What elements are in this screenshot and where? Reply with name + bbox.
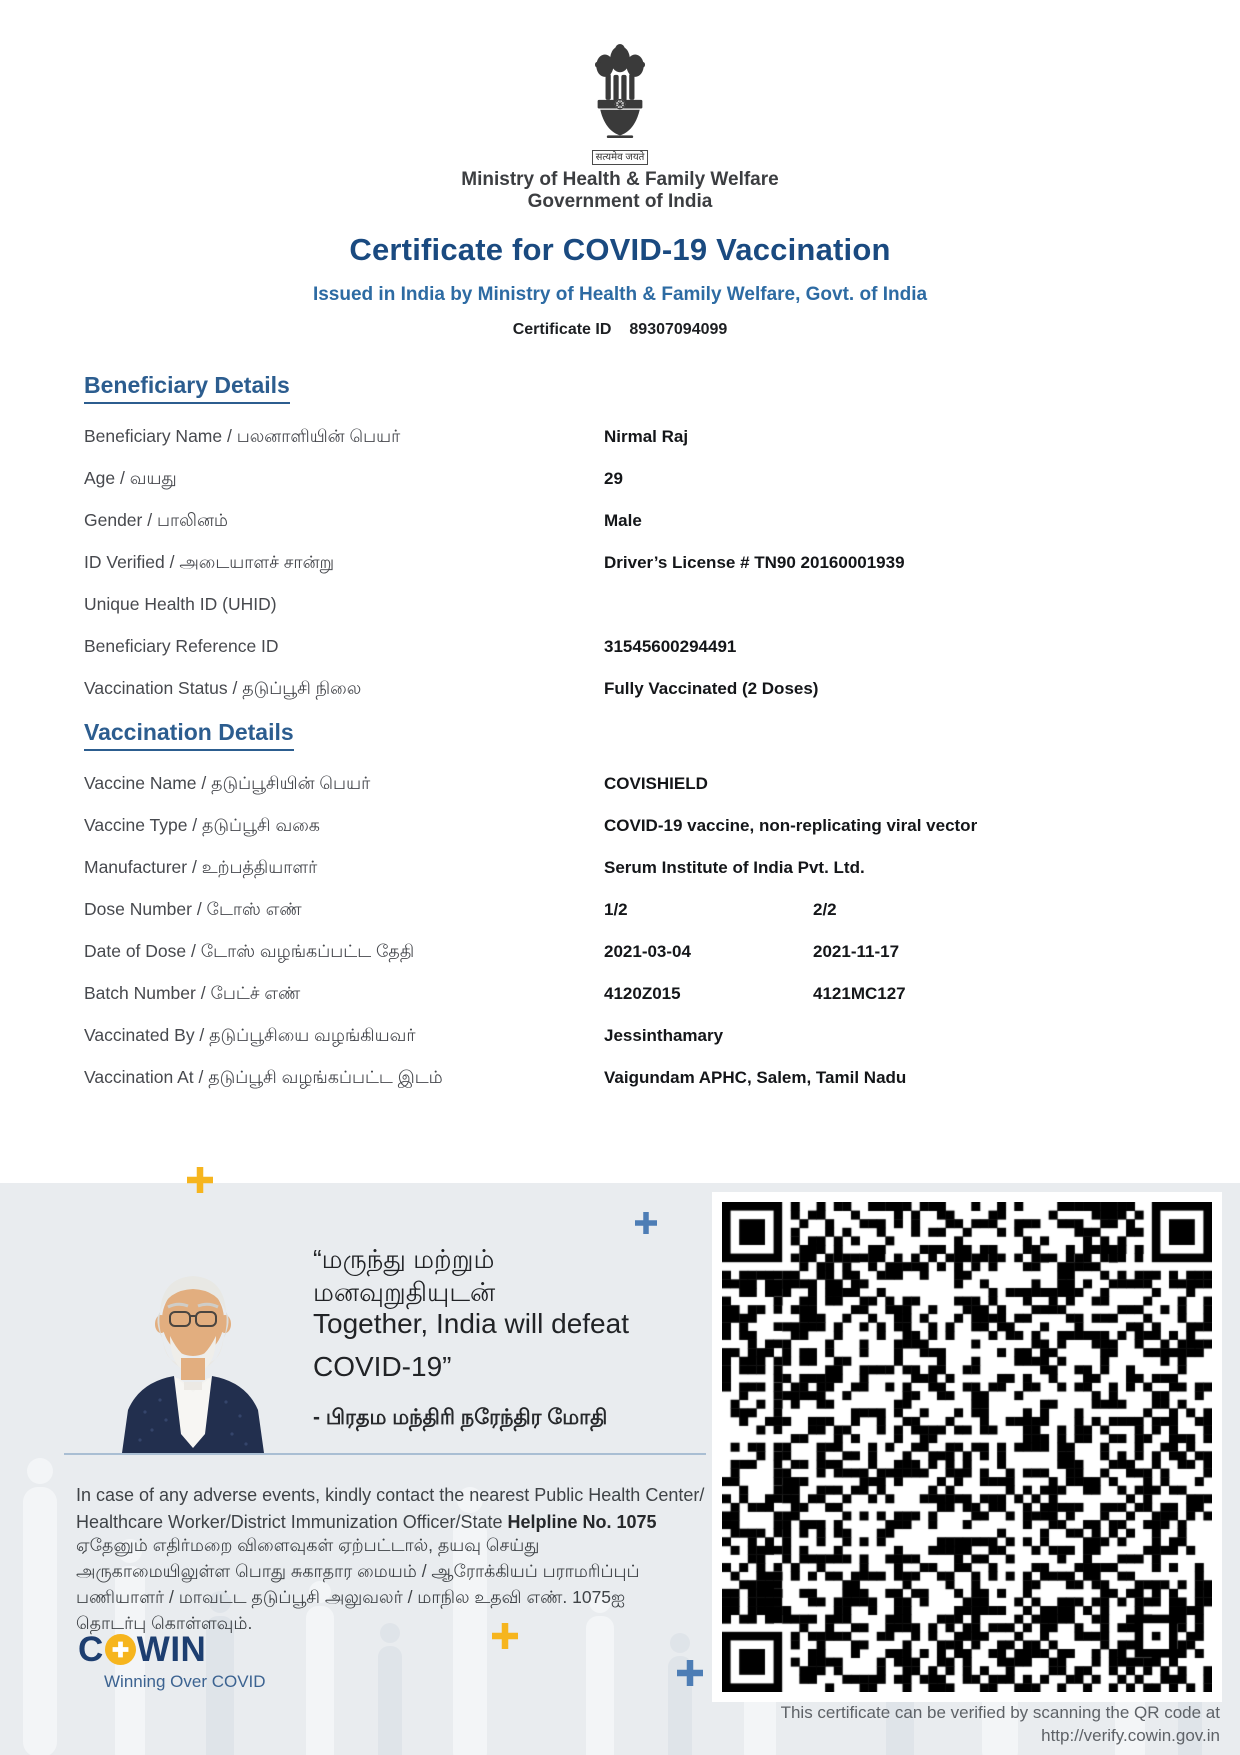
pm-quote-english-line2: COVID-19”	[313, 1351, 452, 1382]
field-label: Beneficiary Name / பலனாளியின் பெயர்	[84, 426, 401, 446]
adverse-events-notice-tamil: ஏதேனும் எதிர்மறை விளைவுகள் ஏற்பட்டால், தயவு செய்து அருகாமையிலுள்ள பொது சுகாதார மையம் / ஆரோக்கியப் பராமரிப்புப் பணியாளர் / மாவட்ட தடுப்பூசி அலுவலர் / மாநில உதவி எண். 1075ஐ தொடர்பு கொள்ளவும்.	[76, 1535, 640, 1633]
field-row-dose-number	[84, 899, 1184, 941]
field-label: Beneficiary Reference ID	[84, 636, 279, 656]
pm-quote-english-line1: Together, India will defeat	[313, 1308, 629, 1339]
government-name: Government of India	[527, 191, 713, 212]
pm-quote-attribution: - பிரதம மந்திரி நரேந்திர மோதி	[313, 1406, 608, 1429]
plus-decoration-yellow-icon	[187, 1167, 213, 1193]
field-label: Vaccine Name / தடுப்பூசியின் பெயர்	[84, 773, 371, 793]
field-label: Vaccinated By / தடுப்பூசியை வழங்கியவர்	[84, 1025, 416, 1045]
pm-quote-tamil	[313, 1243, 495, 1309]
pm-portrait-image	[100, 1262, 285, 1458]
footer-divider	[64, 1453, 706, 1455]
field-value: 31545600294491	[604, 637, 737, 656]
field-value-dose2: 4121MC127	[813, 984, 906, 1003]
qr-code	[722, 1202, 1212, 1692]
ministry-name: Ministry of Health & Family Welfare	[461, 169, 779, 190]
cowin-logo-plus-icon	[105, 1634, 136, 1665]
field-value-dose1: 2021-03-04	[604, 942, 691, 961]
field-label: Age / வயது	[84, 468, 177, 488]
field-label: Unique Health ID (UHID)	[84, 594, 277, 614]
field-row-vaccine-type	[84, 815, 1184, 857]
helpline-number: Helpline No. 1075	[507, 1512, 657, 1532]
field-value: Jessinthamary	[604, 1026, 724, 1045]
vaccination-details-table	[84, 773, 1184, 1109]
emblem-motto: सत्यमेव जयते	[592, 150, 649, 165]
national-emblem-icon	[587, 42, 653, 147]
field-value-dose1: 4120Z015	[604, 984, 681, 1003]
cowin-logo-c: C	[78, 1630, 104, 1669]
field-value: Driver’s License # TN90 20160001939	[604, 553, 905, 572]
field-label: Vaccination At / தடுப்பூசி வழங்கப்பட்ட இடம்	[84, 1067, 443, 1087]
field-value: COVID-19 vaccine, non-replicating viral vector	[604, 816, 978, 835]
field-value: Fully Vaccinated (2 Doses)	[604, 679, 819, 698]
field-row-vaccinated-by	[84, 1025, 1184, 1067]
cowin-logo	[78, 1630, 206, 1670]
field-value: Male	[604, 511, 642, 530]
field-row-vaccine-name	[84, 773, 1184, 815]
vaccination-details-heading: Vaccination Details	[84, 719, 294, 751]
field-label: ID Verified / அடையாளச் சான்று	[84, 552, 335, 572]
beneficiary-details-heading: Beneficiary Details	[84, 372, 290, 404]
field-row-uhid	[84, 594, 1184, 636]
header-emblem-block	[0, 42, 1240, 165]
field-value: Vaigundam APHC, Salem, Tamil Nadu	[604, 1068, 907, 1087]
qr-note-line: This certificate can be verified by scanning the QR code at	[780, 1703, 1220, 1722]
field-value: Serum Institute of India Pvt. Ltd.	[604, 858, 865, 877]
field-label: Date of Dose / டோஸ் வழங்கப்பட்ட தேதி	[84, 941, 415, 961]
beneficiary-details-table	[84, 426, 1184, 720]
notice-line: Healthcare Worker/District Immunization Officer/State Helpline No. 1075	[76, 1512, 657, 1532]
quote-line: மனவுறுதியுடன்	[313, 1277, 496, 1307]
field-row-manufacturer	[84, 857, 1184, 899]
certificate-id-line	[0, 321, 1240, 339]
field-value: 29	[604, 469, 623, 488]
field-row-beneficiary-name	[84, 426, 1184, 468]
issued-subtitle: Issued in India by Ministry of Health & Family Welfare, Govt. of India	[312, 284, 928, 305]
field-label: Vaccination Status / தடுப்பூசி நிலை	[84, 678, 362, 698]
cowin-tagline: Winning Over COVID	[104, 1672, 266, 1691]
cowin-logo-win: WIN	[136, 1630, 207, 1669]
field-label: Batch Number / பேட்ச் எண்	[84, 983, 301, 1003]
certificate-id-value: 89307094099	[629, 321, 728, 338]
plus-decoration-blue-icon	[677, 1660, 703, 1686]
certificate-title: Certificate for COVID-19 Vaccination	[349, 232, 891, 267]
field-row-date-of-dose	[84, 941, 1184, 983]
field-value-dose2: 2/2	[813, 900, 837, 919]
field-label: Manufacturer / உற்பத்தியாளர்	[84, 857, 318, 877]
field-row-beneficiary-reference-id	[84, 636, 1184, 678]
qr-verification-note	[640, 1701, 1220, 1747]
field-label: Vaccine Type / தடுப்பூசி வகை	[84, 815, 320, 835]
qr-verify-url: http://verify.cowin.gov.in	[1041, 1726, 1220, 1745]
field-row-vaccination-at	[84, 1067, 1184, 1109]
field-value-dose2: 2021-11-17	[813, 942, 900, 961]
field-value: COVISHIELD	[604, 774, 708, 793]
field-row-age	[84, 468, 1184, 510]
field-value: Nirmal Raj	[604, 427, 689, 446]
qr-code-panel	[712, 1192, 1222, 1702]
field-row-batch-number	[84, 983, 1184, 1025]
field-row-gender	[84, 510, 1184, 552]
certificate-id-label: Certificate ID	[512, 321, 612, 338]
field-row-vaccination-status	[84, 678, 1184, 720]
field-label: Dose Number / டோஸ் எண்	[84, 899, 302, 919]
field-label: Gender / பாலினம்	[84, 510, 228, 530]
adverse-events-notice	[76, 1482, 704, 1536]
field-row-id-verified	[84, 552, 1184, 594]
notice-line: In case of any adverse events, kindly contact the nearest Public Health Center/	[76, 1485, 705, 1505]
field-value-dose1: 1/2	[604, 900, 628, 919]
quote-line: “மருந்து மற்றும்	[313, 1244, 495, 1274]
plus-decoration-blue-icon	[635, 1212, 657, 1234]
